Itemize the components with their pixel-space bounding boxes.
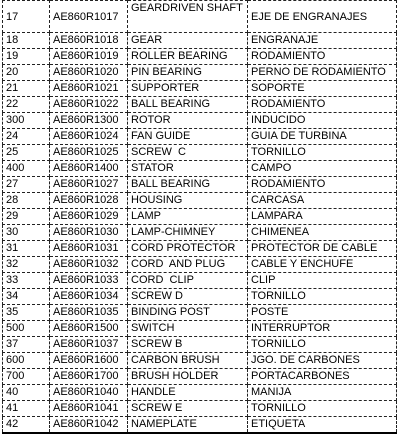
part-number-cell: 40 (3, 385, 50, 401)
part-number-cell: 17 (3, 1, 50, 33)
part-name-spanish-cell: JGO. DE CARBONES (248, 353, 397, 369)
part-code-cell: AE860R1042 (50, 417, 128, 434)
table-row (3, 177, 397, 193)
table-row (3, 81, 397, 97)
table-row (3, 225, 397, 241)
part-number-cell: 500 (3, 321, 50, 337)
part-name-spanish-cell: CAMPO (248, 161, 397, 177)
table-row (3, 1, 397, 33)
part-number-cell: 42 (3, 417, 50, 434)
part-code-cell: AE860R1027 (50, 177, 128, 193)
part-name-english-cell: ROTOR (128, 113, 248, 129)
part-number-cell: 32 (3, 257, 50, 273)
part-number-cell: 28 (3, 193, 50, 209)
part-name-spanish-cell: TORNILLO (248, 401, 397, 417)
part-number-cell: 33 (3, 273, 50, 289)
part-name-spanish-cell: CABLE Y ENCHUFE (248, 257, 397, 273)
part-name-spanish-cell: INTERRUPTOR (248, 321, 397, 337)
part-number-cell: 30 (3, 225, 50, 241)
part-name-english-cell: SUPPORTER (128, 81, 248, 97)
part-name-english-cell: BALL BEARING (128, 97, 248, 113)
part-name-spanish-cell: PROTECTOR DE CABLE (248, 241, 397, 257)
part-name-english-cell: SWITCH (128, 321, 248, 337)
parts-list-table (2, 0, 397, 434)
part-code-cell: AE860R1700 (50, 369, 128, 385)
part-name-spanish-cell: TORNILLO (248, 289, 397, 305)
part-name-english-cell: CORD PROTECTOR (128, 241, 248, 257)
part-code-cell: AE860R1028 (50, 193, 128, 209)
part-number-cell: 19 (3, 49, 50, 65)
part-name-english-cell: GEARDRIVEN SHAFT (128, 1, 248, 33)
table-row (3, 305, 397, 321)
part-code-cell: AE860R1021 (50, 81, 128, 97)
part-number-cell: 20 (3, 65, 50, 81)
part-name-spanish-cell: INDUCIDO (248, 113, 397, 129)
part-name-english-cell: SCREW E (128, 401, 248, 417)
part-name-spanish-cell: RODAMIENTO (248, 177, 397, 193)
parts-list-body (3, 1, 397, 434)
part-number-cell: 400 (3, 161, 50, 177)
part-code-cell: AE860R1033 (50, 273, 128, 289)
part-code-cell: AE860R1034 (50, 289, 128, 305)
part-number-cell: 34 (3, 289, 50, 305)
part-code-cell: AE860R1029 (50, 209, 128, 225)
part-number-cell: 35 (3, 305, 50, 321)
part-name-english-cell: ROLLER BEARING (128, 49, 248, 65)
part-code-cell: AE860R1018 (50, 33, 128, 49)
part-name-english-cell: SCREW B (128, 337, 248, 353)
part-name-spanish-cell: LAMPARA (248, 209, 397, 225)
part-name-english-cell: CORD AND PLUG (128, 257, 248, 273)
part-name-english-cell: CARBON BRUSH (128, 353, 248, 369)
part-code-cell: AE860R1032 (50, 257, 128, 273)
table-row (3, 145, 397, 161)
part-name-english-cell: FAN GUIDE (128, 129, 248, 145)
part-number-cell: 24 (3, 129, 50, 145)
part-code-cell: AE860R1031 (50, 241, 128, 257)
part-code-cell: AE860R1040 (50, 385, 128, 401)
part-code-cell: AE860R1025 (50, 145, 128, 161)
part-name-english-cell: LAMP (128, 209, 248, 225)
table-row (3, 321, 397, 337)
part-number-cell: 31 (3, 241, 50, 257)
table-row (3, 385, 397, 401)
part-code-cell: AE860R1041 (50, 401, 128, 417)
table-row (3, 337, 397, 353)
part-name-spanish-cell: ENGRANAJE (248, 33, 397, 49)
part-code-cell: AE860R1300 (50, 113, 128, 129)
part-code-cell: AE860R1030 (50, 225, 128, 241)
part-number-cell: 27 (3, 177, 50, 193)
part-code-cell: AE860R1035 (50, 305, 128, 321)
part-name-spanish-cell: MANIJA (248, 385, 397, 401)
part-name-english-cell: PIN BEARING (128, 65, 248, 81)
table-row (3, 289, 397, 305)
part-name-english-cell: BINDING POST (128, 305, 248, 321)
part-number-cell: 18 (3, 33, 50, 49)
part-number-cell: 700 (3, 369, 50, 385)
part-name-spanish-cell: CHIMENEA (248, 225, 397, 241)
table-row (3, 161, 397, 177)
part-name-english-cell: HANDLE (128, 385, 248, 401)
table-row (3, 49, 397, 65)
table-row (3, 97, 397, 113)
part-name-english-cell: STATOR (128, 161, 248, 177)
table-row (3, 353, 397, 369)
table-row (3, 417, 397, 434)
part-code-cell: AE860R1022 (50, 97, 128, 113)
part-number-cell: 300 (3, 113, 50, 129)
part-name-english-cell: BALL BEARING (128, 177, 248, 193)
part-number-cell: 29 (3, 209, 50, 225)
table-row (3, 65, 397, 81)
part-name-english-cell: LAMP-CHIMNEY (128, 225, 248, 241)
part-name-spanish-cell: SOPORTE (248, 81, 397, 97)
part-number-cell: 25 (3, 145, 50, 161)
table-row (3, 257, 397, 273)
part-name-english-cell: NAMEPLATE (128, 417, 248, 434)
table-row (3, 129, 397, 145)
part-name-spanish-cell: RODAMIENTO (248, 49, 397, 65)
part-number-cell: 37 (3, 337, 50, 353)
part-name-english-cell: HOUSING (128, 193, 248, 209)
table-row (3, 241, 397, 257)
part-code-cell: AE860R1020 (50, 65, 128, 81)
part-name-english-cell: BRUSH HOLDER (128, 369, 248, 385)
part-name-english-cell: GEAR (128, 33, 248, 49)
part-code-cell: AE860R1500 (50, 321, 128, 337)
part-code-cell: AE860R1037 (50, 337, 128, 353)
part-name-spanish-cell: POSTE (248, 305, 397, 321)
table-row (3, 209, 397, 225)
part-number-cell: 41 (3, 401, 50, 417)
table-row (3, 369, 397, 385)
part-name-english-cell: SCREW C (128, 145, 248, 161)
table-row (3, 33, 397, 49)
part-name-spanish-cell: CLIP (248, 273, 397, 289)
part-name-spanish-cell: ETIQUETA (248, 417, 397, 434)
table-row (3, 113, 397, 129)
part-name-spanish-cell: PORTACARBONES (248, 369, 397, 385)
part-name-spanish-cell: RODAMIENTO (248, 97, 397, 113)
part-code-cell: AE860R1024 (50, 129, 128, 145)
part-name-spanish-cell: EJE DE ENGRANAJES (248, 1, 397, 33)
part-code-cell: AE860R1019 (50, 49, 128, 65)
table-row (3, 273, 397, 289)
table-row (3, 401, 397, 417)
part-code-cell: AE860R1600 (50, 353, 128, 369)
part-number-cell: 22 (3, 97, 50, 113)
part-code-cell: AE860R1400 (50, 161, 128, 177)
part-name-english-cell: CORD CLIP (128, 273, 248, 289)
table-row (3, 193, 397, 209)
part-number-cell: 21 (3, 81, 50, 97)
part-name-spanish-cell: TORNILLO (248, 145, 397, 161)
part-number-cell: 600 (3, 353, 50, 369)
part-code-cell: AE860R1017 (50, 1, 128, 33)
part-name-spanish-cell: CARCASA (248, 193, 397, 209)
part-name-spanish-cell: PERNO DE RODAMIENTO (248, 65, 397, 81)
part-name-spanish-cell: GUIA DE TURBINA (248, 129, 397, 145)
part-name-spanish-cell: TORNILLO (248, 337, 397, 353)
part-name-english-cell: SCREW D (128, 289, 248, 305)
